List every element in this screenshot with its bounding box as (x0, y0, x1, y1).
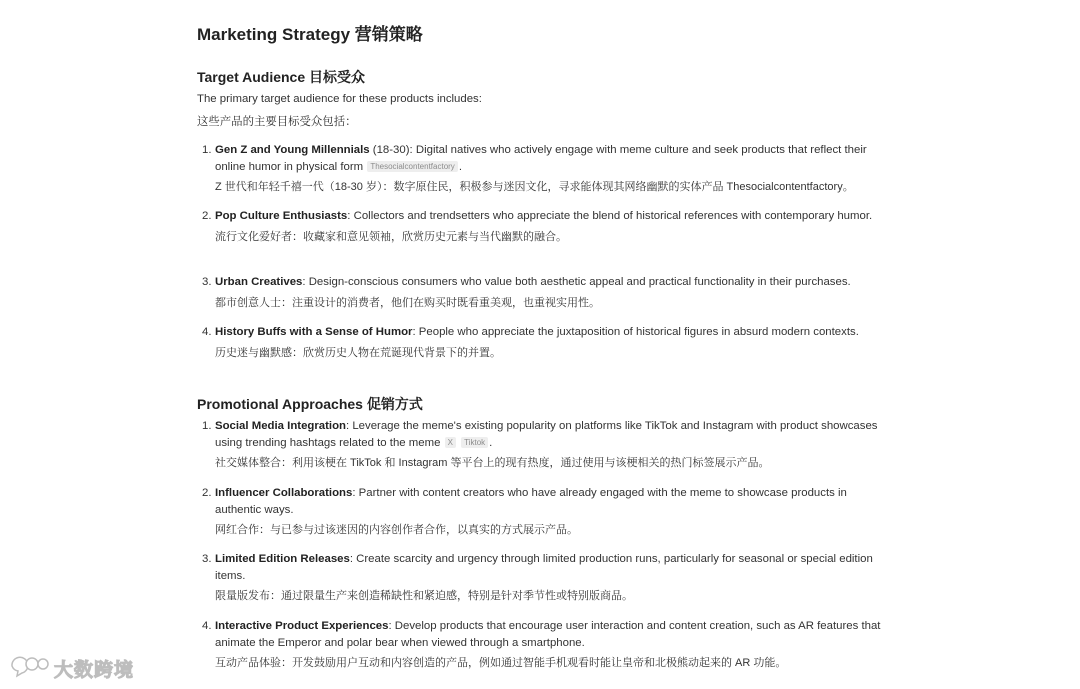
item-text-cn: 互动产品体验：开发鼓励用户互动和内容创造的产品，例如通过智能手机观看时能让皇帝和北极熊动起来的 AR 功能。 (215, 657, 787, 669)
item-text-cn: Z 世代和年轻千禧一代（18-30 岁）：数字原住民，积极参与迷因文化，寻求能体现其网络幽默的实体产品 Thesocialcontentfactory。 (215, 181, 854, 193)
item-title: Interactive Product Experiences (215, 620, 389, 632)
item-text-en (215, 485, 887, 518)
item-text-cn: 限量版发布：通过限量生产来创造稀缺性和紧迫感，特别是针对季节性或特别版商品。 (215, 590, 633, 602)
item-title: History Buffs with a Sense of Humor (215, 326, 413, 338)
promotional-approaches-heading: Promotional Approaches 促销方式 (197, 396, 423, 412)
list-number: 1. (202, 420, 212, 432)
list-number: 3. (202, 276, 212, 288)
list-item (197, 208, 887, 245)
item-text-en (215, 618, 887, 651)
item-title: Urban Creatives (215, 276, 303, 288)
list-item (197, 324, 887, 361)
list-number: 1. (202, 144, 212, 156)
item-title: Social Media Integration (215, 420, 347, 432)
item-description: : People who appreciate the juxtaposition of historical figures in absurd modern contexts. (412, 326, 859, 338)
list-item (197, 142, 887, 195)
item-title: Pop Culture Enthusiasts (215, 210, 348, 222)
source-tag-x[interactable]: X (445, 437, 456, 448)
item-description: : Design-conscious consumers who value both aesthetic appeal and practical functionality in their purchases. (302, 276, 851, 288)
item-text-en (215, 324, 887, 341)
item-description: : Create scarcity and urgency through limited production runs, particularly for seasonal or special edition items. (215, 553, 873, 582)
item-description: : Develop products that encourage user interaction and content creation, such as AR features that animate the Emperor and polar bear when viewed through a smartphone. (215, 620, 881, 649)
item-text-en (215, 142, 887, 175)
item-text-cn: 历史迷与幽默感：欣赏历史人物在荒诞现代背景下的并置。 (215, 346, 501, 359)
source-tag[interactable]: Thesocialcontentfactory (367, 161, 458, 172)
item-punctuation: . (458, 160, 462, 173)
item-text-cn: 社交媒体整合：利用该梗在 TikTok 和 Instagram 等平台上的现有热度，通过使用与该梗相关的热门标签展示产品。 (215, 457, 770, 469)
list-number: 3. (202, 553, 212, 565)
source-tag-tiktok[interactable]: Tiktok (461, 437, 488, 448)
target-intro-en: The primary target audience for these products includes: (197, 93, 482, 105)
item-title: Influencer Collaborations (215, 487, 353, 499)
chat-bubbles-icon (8, 654, 50, 683)
item-text-cn: 都市创意人士：注重设计的消费者，他们在购买时既看重美观，也重视实用性。 (215, 296, 600, 309)
item-description: : Leverage the meme's existing popularity on platforms like TikTok and Instagram with product showcases using trending hashtags related to the meme (215, 420, 878, 449)
item-text-cn: 流行文化爱好者：收藏家和意见领袖，欣赏历史元素与当代幽默的融合。 (215, 230, 567, 243)
page-title: Marketing Strategy 营销策略 (197, 25, 423, 44)
list-number: 4. (202, 326, 212, 338)
watermark (8, 654, 134, 682)
target-intro-cn: 这些产品的主要目标受众包括： (197, 116, 357, 128)
list-item (197, 618, 887, 671)
item-text-en (215, 208, 887, 225)
list-item (197, 274, 887, 311)
list-item (197, 418, 887, 471)
list-item (197, 551, 887, 604)
watermark-text: 大数跨境 (54, 659, 135, 681)
item-text-en (215, 418, 887, 451)
item-punctuation: . (489, 436, 493, 449)
item-text-cn: 网红合作：与已参与过该迷因的内容创作者合作，以真实的方式展示产品。 (215, 524, 578, 536)
item-title: Gen Z and Young Millennials (215, 144, 370, 156)
list-item (197, 485, 887, 538)
list-number: 2. (202, 210, 212, 222)
item-title: Limited Edition Releases (215, 553, 350, 565)
list-number: 4. (202, 620, 212, 632)
list-number: 2. (202, 487, 212, 499)
item-description: (18-30): Digital natives who actively engage with meme culture and seek products that reflect their online humor in physical form (215, 144, 867, 173)
item-text-en (215, 551, 887, 584)
item-description: : Collectors and trendsetters who appreciate the blend of historical references with contemporary humor. (347, 210, 873, 222)
target-audience-heading: Target Audience 目标受众 (197, 69, 366, 85)
item-description: : Partner with content creators who have already engaged with the meme to showcase products in authentic ways. (215, 487, 847, 516)
item-text-en (215, 274, 887, 291)
